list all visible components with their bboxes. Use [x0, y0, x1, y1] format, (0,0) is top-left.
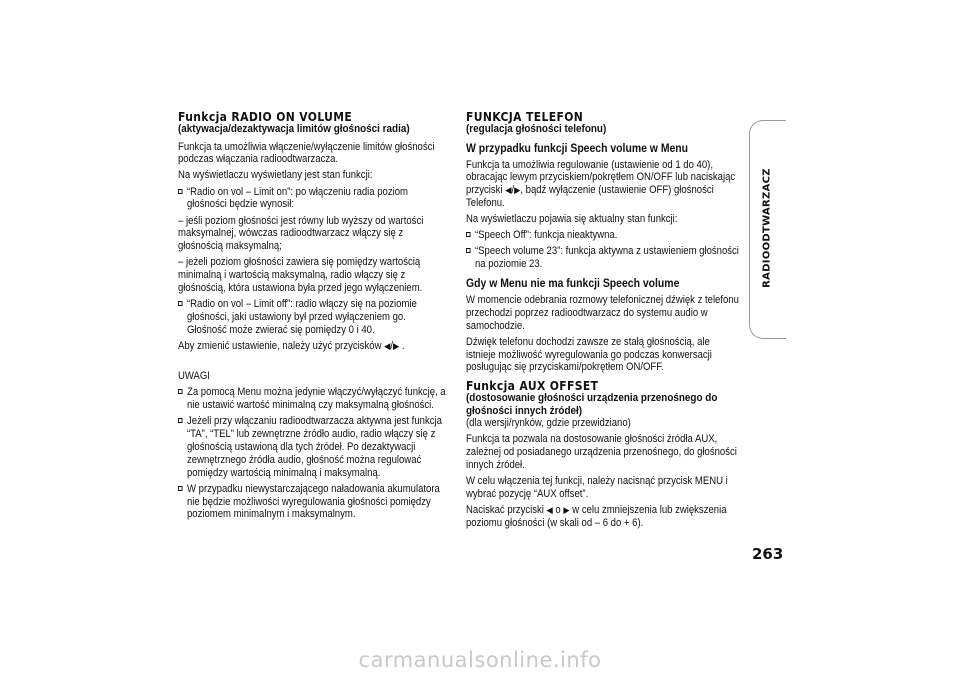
right-column — [466, 111, 741, 533]
aux-offset-subtitle: (dostosowanie głośności urządzenia przenośnego do głośności innych źródeł) — [466, 392, 718, 417]
no-speech-paragraph-1: W momencie odebrania rozmowy telefonicznej dźwięk z telefonu przechodzi poprzez radioodtwarzacz do systemu audio w samochodzie. — [466, 294, 739, 332]
left-arrow-icon: ◀ — [546, 505, 553, 516]
note-external-source: Jeżeli przy włączaniu radioodtwarzacza aktywna jest funkcja “TA”, “TEL” lub zewnętrzne źródło audio, radio włączy się z głośnością ustawioną dla tych źródeł. Po dezaktywacji zewnętrznego źródła audio, głośność można regulować pomiędzy wartością minimalną i maksymalną. — [178, 415, 448, 479]
slash-symbol: / — [390, 340, 394, 352]
no-speech-paragraph-2: Dźwięk telefonu dochodzi zawsze ze stałą głośnością, ale istnieje możliwość wyregulowania go podczas konwersacji posługując się przyciskami/pokrętłem ON/OFF. — [466, 335, 712, 374]
right-arrow-icon: ▶ — [563, 505, 570, 516]
aux-offset-title: Funkcja AUX OFFSET — [466, 379, 599, 394]
radio-on-volume-title: Funkcja RADIO ON VOLUME — [178, 110, 353, 124]
telefon-subtitle: (regulacja głośności telefonu) — [466, 123, 607, 135]
radio-on-volume-display-line: Na wyświetlaczu wyświetlany jest stan funkcji: — [178, 169, 373, 182]
watermark: carmanualsonline.info — [358, 648, 602, 672]
spacer — [178, 356, 448, 370]
section-tab-label: RADIOODTWARZACZ — [761, 168, 773, 288]
no-speech-heading: Gdy w Menu nie ma funkcji Speech volume — [466, 277, 680, 291]
dash-item-max: – jeśli poziom głośności jest równy lub wyższy od wartości maksymalnej, wówczas radioodtwarzacz włączy się z głośnością maksymalną; — [178, 214, 424, 253]
bullet-speech-off: “Speech Off”: funkcja nieaktywna. — [466, 229, 741, 242]
change-setting-text: Aby zmienić ustawienie, należy użyć przycisków — [178, 340, 382, 352]
speech-menu-text-a: Funkcja ta umożliwia regulowanie (ustawienie od 1 do 40), obracając lewym przyciskiem/pokrętłem ON/OFF lub naciskając przyciski — [466, 158, 736, 197]
change-setting-end: . — [401, 340, 405, 352]
change-setting-line — [178, 340, 448, 353]
speech-menu-text — [466, 159, 741, 210]
telefon-title: FUNKCJA TELEFON — [466, 110, 584, 124]
aux-paragraph-1: Funkcja ta pozwala na dostosowanie głośności źródła AUX, zależnej od posiadanego urządzenia przenośnego, do głośności innych źródeł. — [466, 433, 737, 471]
dash-item-between: – jeżeli poziom głośności zawiera się pomiędzy wartością minimalną i wartością maksymalną, radio włączy się z głośnością, która ustawiona była przed jego wyłączeniem. — [178, 256, 423, 295]
bullet-limit-on: “Radio on vol – Limit on”: po włączeniu radia poziom głośności będzie wynosił: — [178, 186, 448, 212]
telefon-display-line: Na wyświetlaczu pojawia się aktualny stan funkcji: — [466, 213, 678, 226]
slash-symbol: / — [511, 184, 515, 197]
aux-paragraph-3-o: o — [555, 504, 561, 517]
left-arrow-icon: ◀ — [505, 185, 512, 196]
bullet-limit-off: “Radio on vol – Limit off”: radio włączy się na poziomie głośności, jaki ustawiony był przed wyłączeniem go. Głośność może zwierać się pomiędzy 0 i 40. — [178, 298, 448, 336]
right-arrow-icon: ▶ — [393, 341, 400, 351]
speech-menu-text-b: , bądź wyłączenie (ustawienie OFF) głośności Telefonu. — [466, 184, 714, 209]
aux-paragraph-3-a: Naciskać przyciski — [466, 504, 544, 517]
right-arrow-icon: ▶ — [514, 185, 521, 196]
aux-paragraph-3-b: w celu zmniejszenia lub zwiększenia poziomu głośności (w skali od – 6 do + 6). — [466, 504, 727, 529]
left-arrow-icon: ◀ — [384, 341, 391, 351]
note-menu: Za pomocą Menu można jedynie włączyć/wyłączyć funkcję, a nie ustawić wartość minimalną czy maksymalną głośności. — [178, 386, 448, 412]
note-battery: W przypadku niewystarczającego naładowania akumulatora nie będzie możliwości wyregulowania głośności pomiędzy poziomem minimalnym i maksymalnym. — [178, 483, 448, 521]
aux-paragraph-3 — [466, 504, 741, 530]
notes-heading: UWAGI — [178, 370, 210, 383]
aux-version-note: (dla wersji/rynków, gdzie przewidziano) — [466, 417, 631, 430]
speech-menu-heading: W przypadku funkcji Speech volume w Menu — [466, 141, 689, 155]
page-number: 263 — [752, 545, 784, 563]
bullet-speech-volume: “Speech volume 23”: funkcja aktywna z ustawieniem głośności na poziomie 23. — [466, 245, 741, 271]
radio-on-volume-subtitle: (aktywacja/dezaktywacja limitów głośności radia) — [178, 123, 410, 135]
left-column — [178, 111, 448, 525]
radio-on-volume-intro: Funkcja ta umożliwia włączenie/wyłączenie limitów głośności podczas włączania radioodtwarzacza. — [178, 140, 435, 166]
aux-paragraph-2: W celu włączenia tej funkcji, należy nacisnąć przycisk MENU i wybrać pozycję “AUX offset”. — [466, 475, 728, 500]
